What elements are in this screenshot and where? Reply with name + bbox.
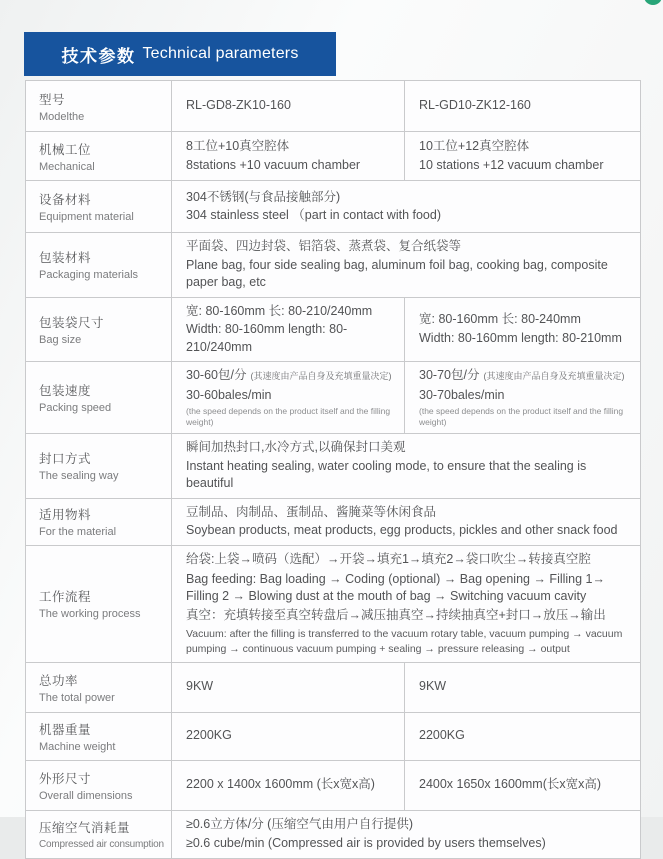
table-row-overall-dimensions (26, 760, 641, 810)
equipment-material-cell (172, 181, 641, 233)
table-row-working-process (26, 545, 641, 662)
value-line-en: Width: 80-160mm length: 80-210mm (419, 330, 622, 345)
row-label-cn: 包装材料 (39, 251, 92, 266)
row-label-cn: 包装袋尺寸 (39, 315, 105, 330)
row-label-cell (26, 810, 172, 858)
table-row-equipment-material (26, 181, 641, 233)
machine-weight-2-value: 2200KG (419, 728, 465, 743)
row-label-cell (26, 498, 172, 545)
value-line-en: 10 stations +12 vacuum chamber (419, 157, 604, 172)
row-label-cell (26, 181, 172, 233)
value-line-en: 8stations +10 vacuum chamber (186, 157, 361, 172)
row-label-en: Equipment material (39, 211, 134, 223)
applicable-material-cell (172, 498, 641, 545)
row-label-cn: 包装速度 (39, 384, 92, 399)
row-label-cell (26, 132, 172, 181)
packing-speed-1-cell (172, 362, 405, 434)
row-label-cell (26, 362, 172, 434)
row-label-cell (26, 662, 172, 712)
row-label-cell (26, 81, 172, 132)
total-power-1-cell (172, 662, 405, 712)
row-label-cell (26, 233, 172, 298)
packing-speed-2-cell (405, 362, 641, 434)
model-1-cell (172, 81, 405, 132)
value-line-cn: 豆制品、肉制品、蛋制品、酱腌菜等休闲食品 (186, 504, 437, 519)
value-line-cn: 平面袋、四边封袋、铝箔袋、蒸煮袋、复合纸袋等 (186, 239, 462, 253)
row-label-en: The total power (39, 691, 115, 704)
table-row-total-power (26, 662, 641, 712)
row-label-en: Overall dimensions (39, 789, 133, 802)
dimensions-2-cell (405, 760, 641, 810)
sealing-way-cell (172, 434, 641, 499)
table-row-machine-weight (26, 712, 641, 760)
table-row-packaging-materials (26, 233, 641, 298)
value-line-cn: 10工位+12真空腔体 (419, 139, 530, 153)
row-label-cell (26, 712, 172, 760)
row-label-en: The working process (39, 608, 141, 621)
process-vacuum-en: Vacuum: after the filling is transferred to the vacuum rotary table, vacuum pumping → vacuum pumping → continuous vacuum pumping + sealing → pressure releasing → output (186, 628, 623, 655)
total-power-2-value: 9KW (419, 679, 447, 694)
value-line-en: 30-60bales/min (186, 387, 272, 402)
table-row-mechanical (26, 132, 641, 181)
row-label-en: Bag size (39, 333, 82, 346)
value-line-cn: 瞬间加热封口,水冷方式,以确保封口美观 (186, 440, 406, 455)
process-vacuum-cn: 真空：充填转接至真空转盘后→减压抽真空→持续抽真空+封口→放压→输出 (186, 607, 606, 622)
section-title-cn: 技术参数 (61, 46, 136, 66)
table-row-packing-speed (26, 362, 641, 434)
value-line-en: Plane bag, four side sealing bag, aluminum foil bag, cooking bag, composite paper bag, etc (186, 257, 608, 289)
dimensions-2-value: 2400x 1650x 1600mm(长x宽x高) (419, 777, 602, 792)
row-label-en: Modelthe (39, 110, 85, 123)
value-line-cn: 30-70包/分 (其速度由产品自身及充填重量决定) (419, 368, 625, 382)
row-label-en: Packing speed (39, 402, 112, 415)
total-power-1-value: 9KW (186, 679, 214, 694)
value-line-en: Width: 80-160mm length: 80-210/240mm (186, 322, 348, 354)
mechanical-2-cell (405, 132, 641, 181)
bag-size-1-cell (172, 297, 405, 362)
process-bag-feeding-cn: 给袋:上袋→喷码（选配）→开袋→填充1→填充2→袋口吹尘→转接真空腔 (186, 552, 591, 567)
value-line-en: 304 stainless steel （part in contact with food) (186, 208, 441, 222)
value-line-cn: 宽: 80-160mm 长: 80-210/240mm (186, 303, 373, 318)
row-label-cn: 工作流程 (39, 590, 92, 605)
row-label-cn: 适用物料 (39, 508, 92, 523)
packaging-materials-cell (172, 233, 641, 298)
value-line-en: Instant heating sealing, water cooling mode, to ensure that the sealing is beautiful (186, 458, 587, 491)
total-power-2-cell (405, 662, 641, 712)
value-line-en: Soybean products, meat products, egg products, pickles and other snack food (186, 523, 618, 538)
machine-weight-1-cell (172, 712, 405, 760)
value-line-cn: 8工位+10真空腔体 (186, 139, 290, 153)
model-2-value: RL-GD10-ZK12-160 (419, 98, 531, 113)
row-label-en: Machine weight (39, 740, 116, 753)
value-line-en: ≥0.6 cube/min (Compressed air is provided by users themselves) (186, 835, 546, 850)
model-2-cell (405, 81, 641, 132)
bag-size-2-cell (405, 297, 641, 362)
row-label-en: Compressed air consumption (39, 839, 164, 851)
value-line-cn: 宽: 80-160mm 长: 80-240mm (419, 312, 581, 327)
value-line-cn: ≥0.6立方体/分 (压缩空气由用户自行提供) (186, 817, 414, 832)
row-label-cn: 压缩空气消耗量 (39, 821, 131, 836)
table-row-model (26, 81, 641, 132)
speed-note-en: (the speed depends on the product itself and the filling weight) (419, 406, 624, 428)
table-row-bag-size (26, 297, 641, 362)
speed-note-cn: (其速度由产品自身及充填重量决定) (483, 371, 625, 381)
row-label-en: Mechanical (39, 160, 95, 173)
row-label-cn: 机械工位 (39, 142, 92, 157)
value-line-cn: 30-60包/分 (其速度由产品自身及充填重量决定) (186, 368, 392, 382)
row-label-en: For the material (39, 526, 117, 539)
row-label-en: Packaging materials (39, 269, 139, 282)
machine-weight-1-value: 2200KG (186, 728, 232, 743)
row-label-cn: 机器重量 (39, 722, 92, 737)
table-row-applicable-material (26, 498, 641, 545)
technical-parameters-table (25, 80, 641, 859)
section-title-banner (24, 32, 336, 76)
row-label-cn: 总功率 (39, 673, 79, 688)
row-label-cell (26, 760, 172, 810)
section-title-en: Technical parameters (142, 45, 299, 62)
row-label-cn: 封口方式 (39, 452, 92, 467)
dimensions-1-value: 2200 x 1400x 1600mm (长x宽x高) (186, 777, 375, 792)
speed-note-en: (the speed depends on the product itself and the filling weight) (186, 406, 391, 428)
process-bag-feeding-en: Bag feeding: Bag loading → Coding (optional) → Bag opening → Filling 1→ Filling 2 → Blowing dust at the mouth of bag → Switching vacuum cavity (186, 571, 606, 604)
value-line-cn: 304不锈钢(与食品接触部分) (186, 189, 341, 204)
value-line-en: 30-70bales/min (419, 387, 505, 402)
row-label-en: The sealing way (39, 470, 119, 483)
table-row-compressed-air (26, 810, 641, 858)
dimensions-1-cell (172, 760, 405, 810)
speed-note-cn: (其速度由产品自身及充填重量决定) (250, 371, 392, 381)
row-label-cell (26, 297, 172, 362)
working-process-cell (172, 545, 641, 662)
compressed-air-cell (172, 810, 641, 858)
mechanical-1-cell (172, 132, 405, 181)
green-dot-decoration (644, 0, 662, 5)
model-1-value: RL-GD8-ZK10-160 (186, 98, 291, 113)
row-label-cn: 设备材料 (39, 193, 92, 207)
table-row-sealing-way (26, 434, 641, 499)
machine-weight-2-cell (405, 712, 641, 760)
row-label-cn: 外形尺寸 (39, 771, 92, 786)
row-label-cell (26, 545, 172, 662)
row-label-cell (26, 434, 172, 499)
row-label-cn: 型号 (39, 92, 66, 107)
